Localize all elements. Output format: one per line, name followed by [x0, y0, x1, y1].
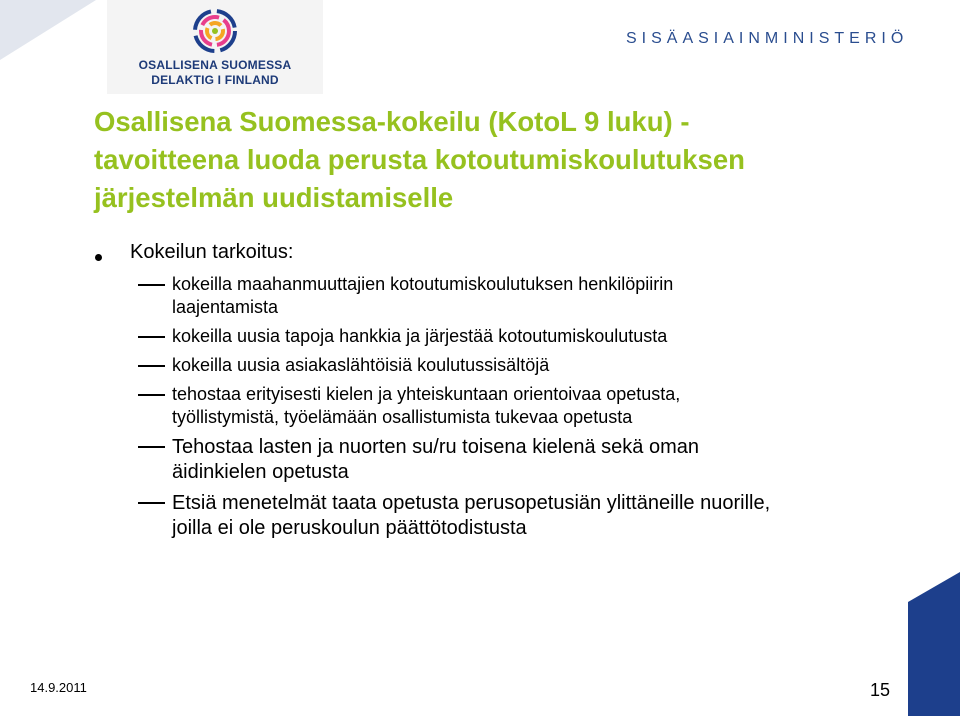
title-line: Osallisena Suomessa-kokeilu (KotoL 9 luku) -	[94, 106, 690, 137]
logo-text-swedish: DELAKTIG I FINLAND	[151, 73, 279, 87]
dash-bullet-icon	[138, 284, 165, 286]
list-item-line: laajentamista	[172, 297, 279, 317]
footer-date: 14.9.2011	[30, 680, 87, 695]
bullet-heading: Kokeilun tarkoitus:	[130, 241, 294, 263]
list-item-text	[172, 383, 912, 429]
list-item	[0, 383, 960, 429]
list-item-text	[172, 354, 912, 377]
list-item-line: joilla ei ole peruskoulun päättötodistusta	[172, 517, 527, 539]
page-number: 15	[870, 680, 891, 700]
list-item	[0, 325, 960, 348]
swirl-emblem-icon	[192, 8, 238, 54]
list-item-line: Tehostaa lasten ja nuorten su/ru toisena kielenä sekä oman	[172, 436, 700, 458]
list-item-text	[172, 491, 912, 541]
list-item-line: kokeilla uusia asiakaslähtöisiä koulutussisältöjä	[172, 355, 550, 375]
blue-decoration-bar	[908, 572, 960, 716]
organization-logo	[107, 0, 323, 94]
list-item-line: tehostaa erityisesti kielen ja yhteiskuntaan orientoivaa opetusta,	[172, 384, 681, 404]
list-item-line: työllistymistä, työelämään osallistumista tukevaa opetusta	[172, 407, 633, 427]
list-item-text	[172, 325, 912, 348]
dash-bullet-icon	[138, 336, 165, 338]
dash-bullet-icon	[138, 394, 165, 396]
list-item	[0, 491, 960, 541]
bullet-dot-icon	[95, 254, 102, 261]
list-item-line: äidinkielen opetusta	[172, 461, 349, 483]
list-item-line: Etsiä menetelmät taata opetusta perusopetusiän ylittäneille nuorille,	[172, 492, 771, 514]
list-item	[0, 435, 960, 485]
dash-bullet-icon	[138, 446, 165, 448]
dash-bullet-icon	[138, 502, 165, 504]
logo-text-finnish: OSALLISENA SUOMESSA	[138, 58, 292, 72]
list-item-line: kokeilla maahanmuuttajien kotoutumiskoulutuksen henkilöpiirin	[172, 274, 674, 294]
title-line: järjestelmän uudistamiselle	[94, 182, 454, 213]
list-item-text	[172, 273, 912, 319]
list-item	[0, 354, 960, 377]
ministry-name: SISÄASIAINMINISTERIÖ	[626, 30, 909, 47]
list-item-line: kokeilla uusia tapoja hankkia ja järjestää kotoutumiskoulutusta	[172, 326, 668, 346]
corner-decoration	[0, 0, 120, 100]
dash-bullet-icon	[138, 365, 165, 367]
list-item	[0, 273, 960, 319]
slide-title	[94, 103, 874, 217]
list-item-text	[172, 435, 912, 485]
title-line: tavoitteena luoda perusta kotoutumiskoulutuksen	[94, 144, 745, 175]
sub-bullet-list	[0, 273, 960, 547]
